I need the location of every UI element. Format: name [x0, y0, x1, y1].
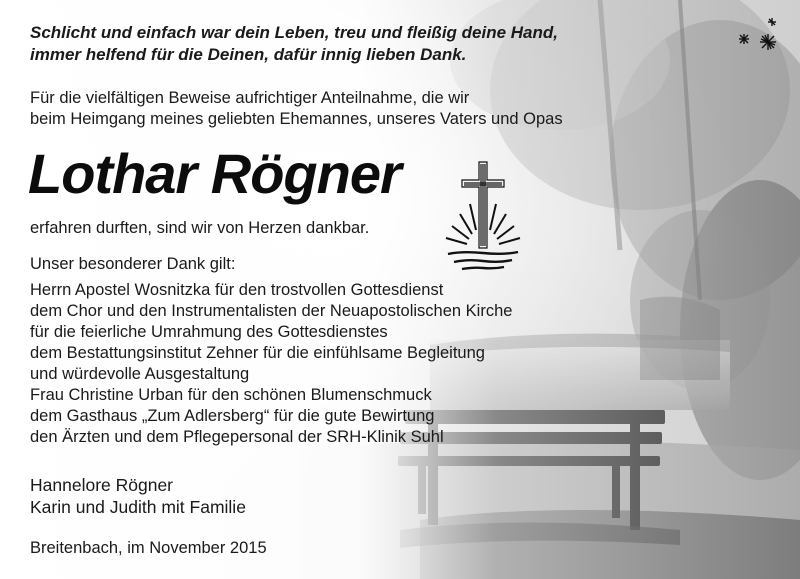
deceased-name: Lothar Rögner: [28, 142, 401, 205]
thanks-line: und würdevolle Ausgestaltung: [30, 365, 250, 383]
motto-line: immer helfend für die Deinen, dafür innig lieben Dank.: [30, 45, 467, 64]
signatory-line: Hannelore Rögner: [30, 475, 174, 495]
intro-line: Für die vielfältigen Beweise aufrichtiger Anteilnahme, die wir: [30, 89, 470, 107]
thanks-line: für die feierliche Umrahmung des Gottesdienstes: [30, 323, 388, 341]
motto: [30, 22, 558, 66]
thanks-section: [30, 254, 512, 448]
dandelion-seeds-icon: [730, 16, 790, 56]
thanks-line: Frau Christine Urban für den schönen Blumenschmuck: [30, 386, 432, 404]
thanks-heading: Unser besonderer Dank gilt:: [30, 255, 236, 273]
thanks-line: Herrn Apostel Wosnitzka für den trostvollen Gottesdienst: [30, 281, 444, 299]
signatory-line: Karin und Judith mit Familie: [30, 497, 246, 517]
intro-line: beim Heimgang meines geliebten Ehemannes, unseres Vaters und Opas: [30, 110, 563, 128]
motto-line: Schlicht und einfach war dein Leben, treu und fleißig deine Hand,: [30, 23, 558, 42]
thanks-line: dem Chor und den Instrumentalisten der Neuapostolischen Kirche: [30, 302, 513, 320]
thanks-line: dem Bestattungsinstitut Zehner für die einfühlsame Begleitung: [30, 344, 485, 362]
after-name-text: erfahren durften, sind wir von Herzen dankbar.: [30, 219, 370, 237]
intro-paragraph: [30, 88, 563, 130]
thanks-line: den Ärzten und dem Pflegepersonal der SRH-Klinik Suhl: [30, 428, 444, 446]
signatories: [30, 474, 246, 518]
place-date: Breitenbach, im November 2015: [30, 539, 267, 557]
thanks-line: dem Gasthaus „Zum Adlersberg“ für die gute Bewirtung: [30, 407, 435, 425]
